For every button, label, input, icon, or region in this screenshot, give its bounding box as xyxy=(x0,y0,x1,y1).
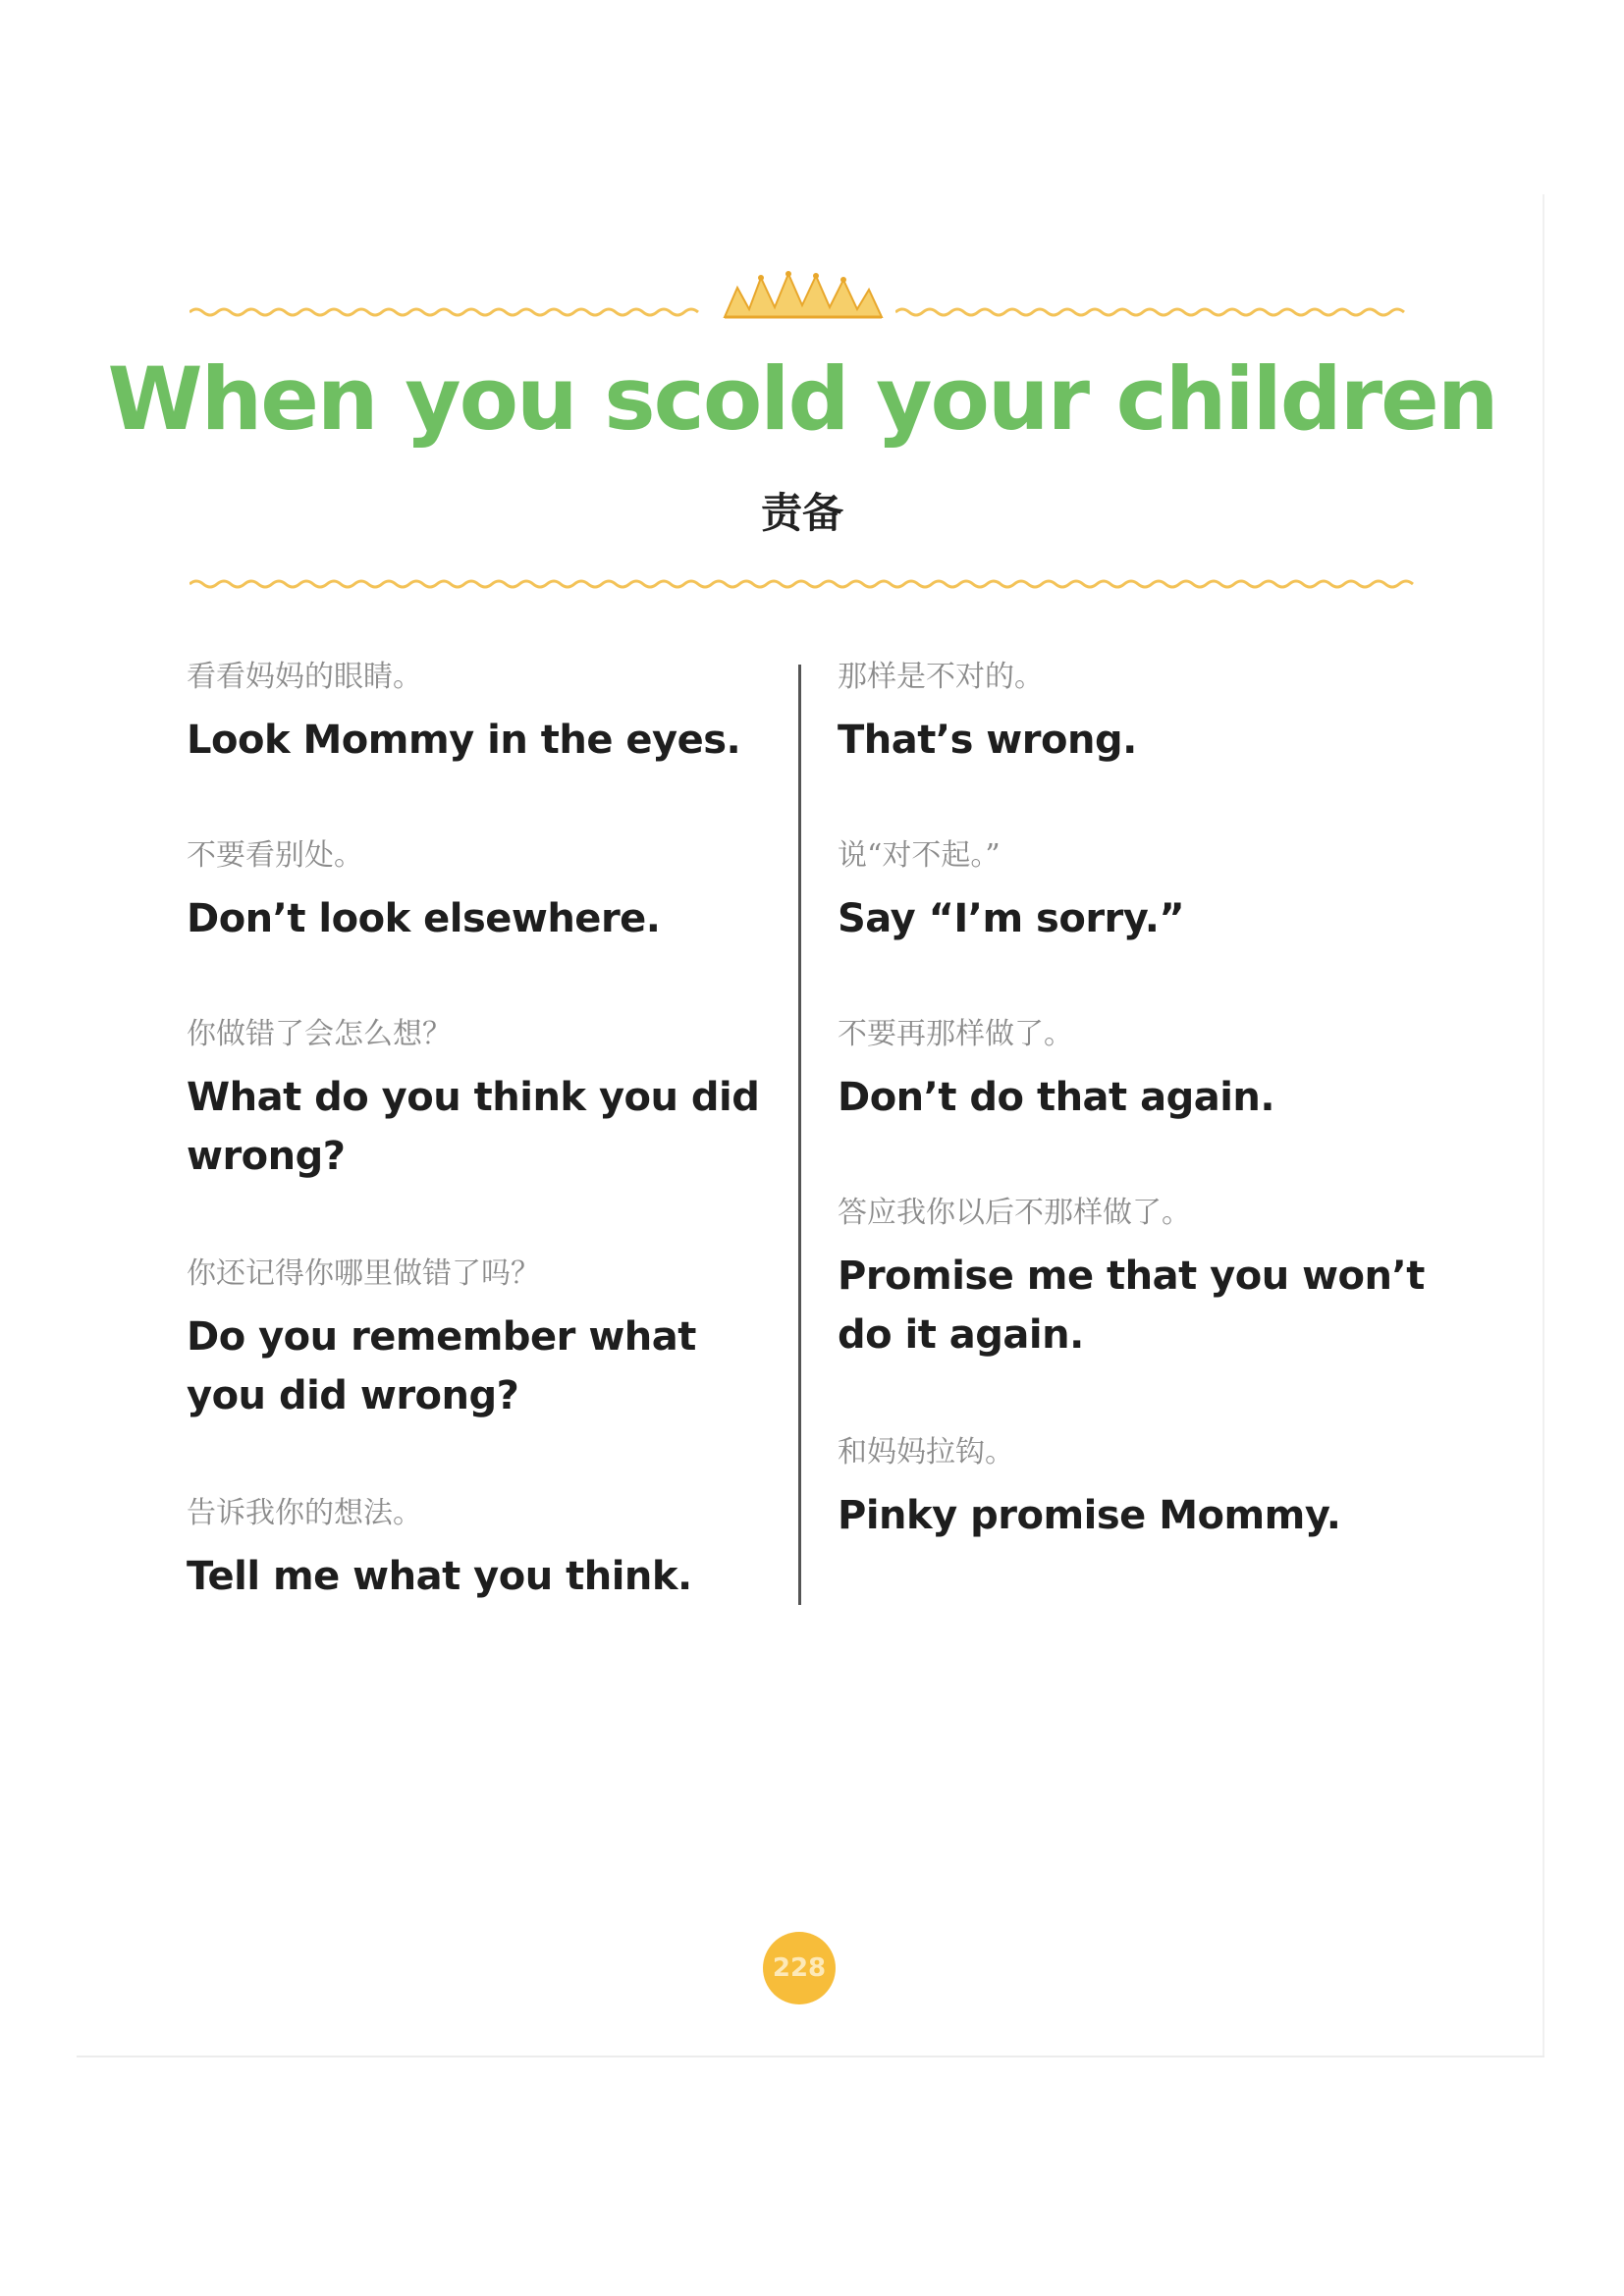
phrase-english: Do you remember what you did wrong? xyxy=(187,1314,696,1418)
phrase-english: Look Mommy in the eyes. xyxy=(187,718,741,763)
phrase-english: Promise me that you won’t do it again. xyxy=(838,1254,1425,1358)
phrase-english: What do you think you did wrong? xyxy=(187,1075,760,1179)
page-title: When you scold your children xyxy=(107,348,1497,450)
phrase-english: Pinky promise Mommy. xyxy=(838,1493,1341,1538)
phrase-english: Don’t do that again. xyxy=(838,1075,1275,1120)
wavy-line-icon xyxy=(189,577,1416,591)
phrase-chinese: 你还记得你哪里做错了吗？ xyxy=(187,1256,540,1291)
column-divider xyxy=(798,665,801,1605)
phrase-item xyxy=(187,836,776,948)
phrase-item xyxy=(838,1433,1427,1545)
phrase-item xyxy=(838,1194,1427,1364)
page-number-badge: 228 xyxy=(763,1932,836,2004)
crown-ornament-icon xyxy=(720,270,887,321)
phrase-chinese: 看看妈妈的眼睛。 xyxy=(187,660,422,694)
phrase-chinese: 答应我你以后不那样做了。 xyxy=(838,1196,1191,1230)
phrase-chinese: 那样是不对的。 xyxy=(838,660,1044,694)
phrase-item xyxy=(838,1015,1427,1127)
wavy-line-icon xyxy=(895,305,1416,319)
phrase-chinese: 你做错了会怎么想？ xyxy=(187,1017,452,1051)
phrase-chinese: 不要看别处。 xyxy=(187,838,363,873)
phrase-chinese: 告诉我你的想法。 xyxy=(187,1496,422,1530)
phrase-english: Say “I’m sorry.” xyxy=(838,896,1185,941)
phrase-english: Don’t look elsewhere. xyxy=(187,896,661,941)
phrase-item xyxy=(187,658,776,770)
page-edge-bottom xyxy=(77,2056,1544,2057)
wavy-line-icon xyxy=(189,305,705,319)
phrase-english: Tell me what you think. xyxy=(187,1554,692,1599)
page-subtitle: 责备 xyxy=(760,489,843,537)
phrase-item xyxy=(838,658,1427,770)
phrase-chinese: 和妈妈拉钩。 xyxy=(838,1435,1014,1469)
page-edge-right xyxy=(1543,194,1544,2056)
phrase-item xyxy=(838,836,1427,948)
phrase-chinese: 说“对不起。” xyxy=(838,838,1001,873)
phrase-item xyxy=(187,1494,776,1606)
phrase-item xyxy=(187,1015,776,1186)
phrase-chinese: 不要再那样做了。 xyxy=(838,1017,1073,1051)
phrase-english: That’s wrong. xyxy=(838,718,1137,763)
phrase-item xyxy=(187,1255,776,1425)
